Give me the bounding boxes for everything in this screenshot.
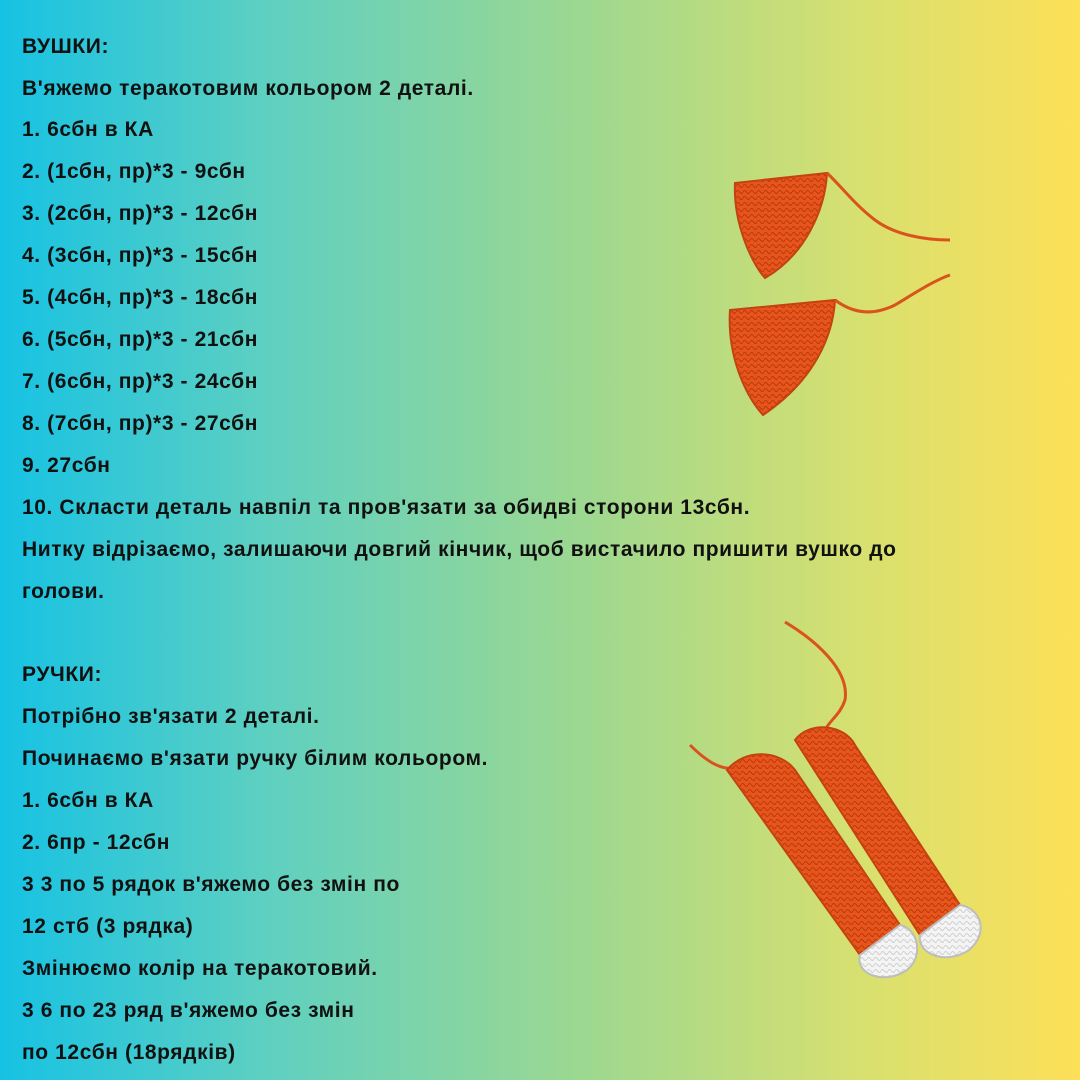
ears-line: Нитку відрізаємо, залишаючи довгий кінчик, щоб вистачило пришити вушко до [22,538,897,561]
arms-line: 12 стб (3 рядка) [22,915,194,938]
ears-line: 4. (3сбн, пр)*3 - 15сбн [22,244,258,267]
ears-line: 2. (1сбн, пр)*3 - 9сбн [22,160,246,183]
ears-heading: ВУШКИ: [22,35,110,58]
arms-line: 1. 6сбн в КА [22,789,154,812]
arms-line: Потрібно зв'язати 2 деталі. [22,705,320,728]
ears-line: 5. (4сбн, пр)*3 - 18сбн [22,286,258,309]
ear-piece [730,275,950,415]
arms-line: 3 3 по 5 рядок в'яжемо без змін по [22,873,400,896]
arms-line: Починаємо в'язати ручку білим кольором. [22,747,489,770]
ears-line: 3. (2сбн, пр)*3 - 12сбн [22,202,258,225]
ear-piece [735,173,950,278]
arms-line: 2. 6пр - 12сбн [22,831,171,854]
ears-line: 1. 6сбн в КА [22,118,154,141]
arms-line: Змінюємо колір на теракотовий. [22,957,378,980]
crochet-arms-photo [685,620,995,990]
arms-heading: РУЧКИ: [22,663,103,686]
ears-line: 10. Скласти деталь навпіл та пров'язати за обидві сторони 13сбн. [22,496,751,519]
arms-line: по 12сбн (18рядків) [22,1041,236,1064]
ears-line: 8. (7сбн, пр)*3 - 27сбн [22,412,258,435]
arms-line: 3 6 по 23 ряд в'яжемо без змін [22,999,355,1022]
ears-line: 9. 27сбн [22,454,111,477]
ears-line: голови. [22,580,105,603]
crochet-ears-photo [715,165,960,425]
ears-line: 6. (5сбн, пр)*3 - 21сбн [22,328,258,351]
ears-line: В'яжемо теракотовим кольором 2 деталі. [22,77,474,100]
ears-line: 7. (6сбн, пр)*3 - 24сбн [22,370,258,393]
